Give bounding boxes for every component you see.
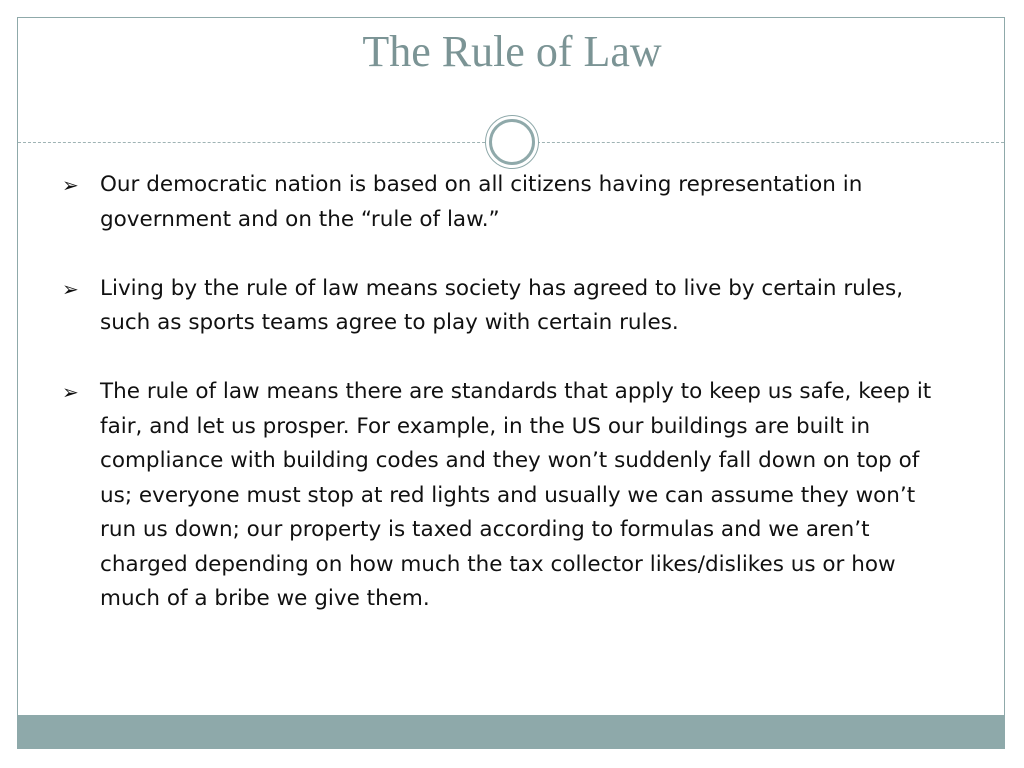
bullet-text-3: The rule of law means there are standards that apply to keep us safe, keep it fair, and let us prosper. For example, in the US our buildings are built in compliance with building codes and they won’t suddenly fall down on top of us; everyone must stop at red lights and usually we can assume they won’t run us down; our property is taxed according to formulas and we aren’t charged depending on how much the tax collector likes/dislikes us or how much of a bribe we give them. [100,379,932,611]
divider-circle-inner [489,119,535,165]
bullet-text-1: Our democratic nation is based on all citizens having representation in government and on the “rule of law.” [100,172,863,232]
bullet-item-3 [62,375,942,617]
bullet-item-1 [62,168,942,237]
arrow-bullet-icon: ➢ [62,276,79,301]
bullet-list [62,168,942,617]
arrow-bullet-icon: ➢ [62,380,79,404]
slide-title: The Rule of Law [362,27,662,76]
bullet-text-2: Living by the rule of law means society has agreed to live by certain rules, such as sports teams agree to play with certain rules. [100,275,904,335]
divider-circle-icon [485,115,539,169]
arrow-bullet-icon: ➢ [62,173,79,197]
footer-bar [17,715,1005,749]
bullet-item-2 [62,272,942,341]
